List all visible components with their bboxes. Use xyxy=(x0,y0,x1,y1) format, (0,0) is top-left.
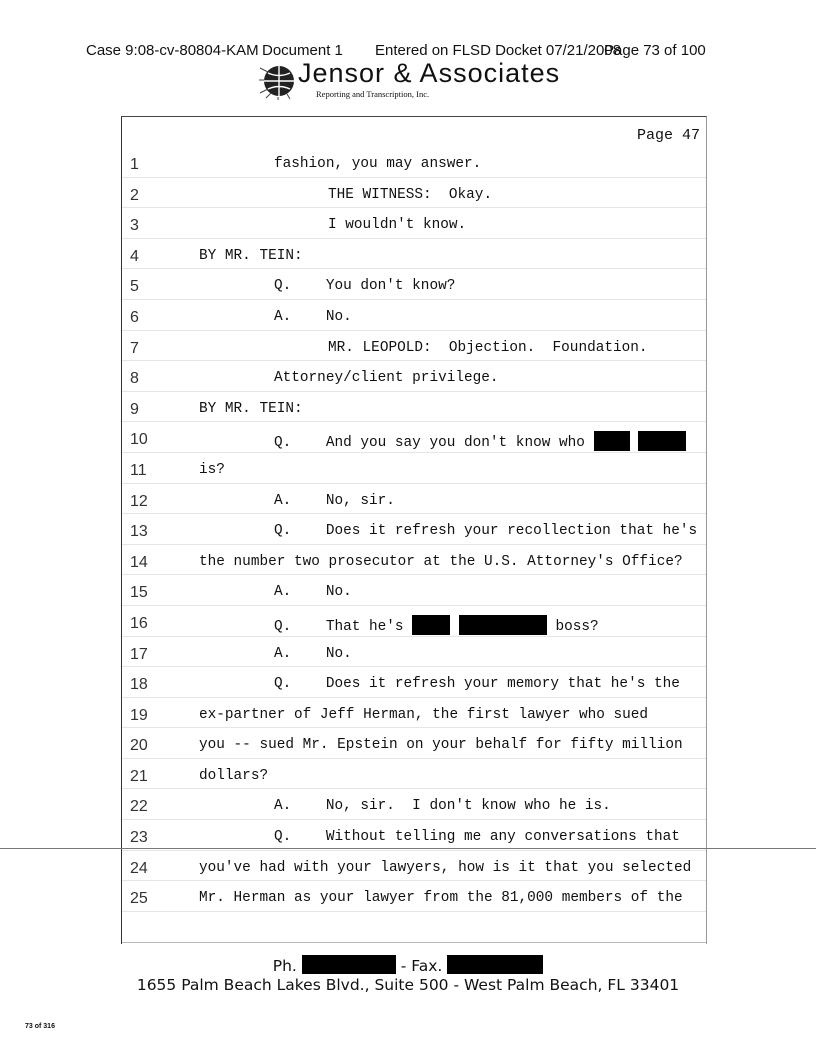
line-text-segment: Q. Does it refresh your recollection that he's xyxy=(274,523,698,540)
line-text xyxy=(274,493,395,509)
document-number: Document 1 xyxy=(262,42,343,59)
line-number: 8 xyxy=(130,370,139,388)
line-text-segment: A. No, sir. xyxy=(274,492,395,509)
line-text xyxy=(274,370,499,386)
line-number: 11 xyxy=(130,461,147,479)
reporter-name: Jensor & Associates xyxy=(298,58,561,88)
redaction-box xyxy=(594,431,630,451)
fax-label: - Fax. xyxy=(400,957,443,975)
line-number: 19 xyxy=(130,706,148,724)
redaction-box xyxy=(447,955,543,974)
transcript-line xyxy=(122,361,706,392)
line-text-segment: is? xyxy=(199,461,225,478)
transcript-line xyxy=(122,789,706,820)
transcript-line xyxy=(122,606,706,637)
line-number: 20 xyxy=(130,737,148,755)
line-text-segment: Attorney/client privilege. xyxy=(274,370,499,387)
line-number: 7 xyxy=(130,339,139,357)
line-text-segment: Q. And you say you don't know who xyxy=(274,435,594,452)
line-number: 23 xyxy=(130,829,148,847)
line-text-segment: Mr. Herman as your lawyer from the 81,000 members of the xyxy=(199,890,683,907)
line-text-segment: BY MR. TEIN: xyxy=(199,247,303,264)
globe-logo-icon xyxy=(258,60,300,102)
line-text-segment: MR. LEOPOLD: Objection. Foundation. xyxy=(328,339,648,356)
transcript-line xyxy=(122,484,706,515)
line-text-segment: A. No. xyxy=(274,645,352,662)
transcript-line xyxy=(122,667,706,698)
line-text-segment: A. No, sir. I don't know who he is. xyxy=(274,798,611,815)
line-number: 10 xyxy=(130,431,148,449)
footer-contact xyxy=(0,955,816,975)
line-text-segment: Q. Without telling me any conversations that xyxy=(274,829,680,846)
phone-label: Ph. xyxy=(272,957,297,975)
line-number: 13 xyxy=(130,523,148,541)
footer-address: 1655 Palm Beach Lakes Blvd., Suite 500 - West Palm Beach, FL 33401 xyxy=(136,976,680,994)
transcript-line xyxy=(122,851,706,882)
line-text-segment: you -- sued Mr. Epstein on your behalf for fifty million xyxy=(199,737,683,754)
transcript-line xyxy=(122,208,706,239)
line-text-segment: BY MR. TEIN: xyxy=(199,400,303,417)
redaction-box xyxy=(412,615,450,635)
line-text xyxy=(199,554,683,570)
line-number: 21 xyxy=(130,767,148,785)
line-text-segment: A. No. xyxy=(274,584,352,601)
line-text xyxy=(274,829,680,845)
line-text-segment: A. No. xyxy=(274,308,352,325)
line-number: 16 xyxy=(130,614,148,632)
transcript-page-label: Page 47 xyxy=(636,127,700,144)
transcript-line xyxy=(122,147,706,178)
line-text-segment: I wouldn't know. xyxy=(328,217,467,234)
reporter-logo xyxy=(254,56,561,104)
line-text xyxy=(199,248,303,264)
line-text xyxy=(199,860,691,876)
line-text xyxy=(199,707,648,723)
transcript-line xyxy=(122,637,706,668)
transcript-line xyxy=(122,820,706,851)
transcript-line xyxy=(122,453,706,484)
line-number: 2 xyxy=(130,186,139,204)
line-text xyxy=(274,646,352,662)
line-text xyxy=(328,217,466,233)
line-text-segment: you've had with your lawyers, how is it that you selected xyxy=(199,859,692,876)
line-text xyxy=(328,187,492,203)
line-text xyxy=(274,278,455,294)
line-number: 15 xyxy=(130,584,148,602)
line-number: 24 xyxy=(130,859,148,877)
line-text-segment: Q. You don't know? xyxy=(274,278,456,295)
line-text-segment: ex-partner of Jeff Herman, the first lawyer who sued xyxy=(199,706,649,723)
line-number: 12 xyxy=(130,492,148,510)
transcript-line xyxy=(122,422,706,453)
transcript-line xyxy=(122,178,706,209)
line-text xyxy=(328,340,648,356)
line-text-segment: Q. Does it refresh your memory that he's the xyxy=(274,676,680,693)
transcript-line xyxy=(122,331,706,362)
page-bottom-rule xyxy=(122,942,706,943)
page-of-total: Page 73 of 100 xyxy=(604,42,706,59)
line-number: 4 xyxy=(130,247,139,265)
transcript-line xyxy=(122,300,706,331)
reporter-tagline: Reporting and Transcription, Inc. xyxy=(316,89,430,99)
line-text xyxy=(274,431,686,451)
line-number: 6 xyxy=(130,308,139,326)
transcript-line xyxy=(122,514,706,545)
transcript-line xyxy=(122,269,706,300)
line-number: 17 xyxy=(130,645,148,663)
line-number: 5 xyxy=(130,278,139,296)
transcript-line xyxy=(122,575,706,606)
line-text xyxy=(274,156,481,172)
redaction-box xyxy=(459,615,547,635)
line-text-segment: boss? xyxy=(546,618,599,635)
transcript-line xyxy=(122,698,706,729)
horizontal-rule xyxy=(0,848,816,849)
document-page-count: 73 of 316 xyxy=(25,1023,55,1030)
transcript-line xyxy=(122,392,706,423)
transcript-line xyxy=(122,239,706,270)
line-text-segment: THE WITNESS: Okay. xyxy=(328,186,493,203)
redaction-box xyxy=(638,431,686,451)
line-number: 14 xyxy=(130,553,148,571)
line-text xyxy=(199,890,683,906)
line-text xyxy=(274,584,352,600)
line-text xyxy=(274,523,697,539)
line-number: 22 xyxy=(130,798,148,816)
line-text-segment: fashion, you may answer. xyxy=(274,156,482,172)
line-number: 18 xyxy=(130,676,148,694)
transcript-line xyxy=(122,728,706,759)
transcript-page xyxy=(121,116,707,944)
line-text xyxy=(274,798,611,814)
case-number: Case 9:08-cv-80804-KAM xyxy=(86,42,259,59)
transcript-lines xyxy=(122,147,706,912)
line-text xyxy=(274,676,680,692)
line-text-segment xyxy=(630,435,639,451)
line-text-segment xyxy=(450,619,459,635)
line-text xyxy=(199,401,303,417)
line-text xyxy=(199,737,683,753)
docket-entry-date: Entered on FLSD Docket 07/21/2008 xyxy=(375,42,621,59)
transcript-line xyxy=(122,545,706,576)
line-text-segment: Q. That he's xyxy=(274,618,413,635)
redaction-box xyxy=(302,955,396,974)
line-text xyxy=(199,462,225,478)
line-number: 9 xyxy=(130,400,139,418)
transcript-line xyxy=(122,759,706,790)
line-number: 25 xyxy=(130,890,148,908)
line-text xyxy=(274,309,352,325)
line-number: 1 xyxy=(130,156,139,173)
line-text xyxy=(199,768,268,784)
line-text xyxy=(274,615,599,635)
transcript-line xyxy=(122,881,706,912)
line-text-segment: the number two prosecutor at the U.S. Attorney's Office? xyxy=(199,553,683,570)
line-text-segment: dollars? xyxy=(199,767,269,784)
line-number: 3 xyxy=(130,217,139,235)
